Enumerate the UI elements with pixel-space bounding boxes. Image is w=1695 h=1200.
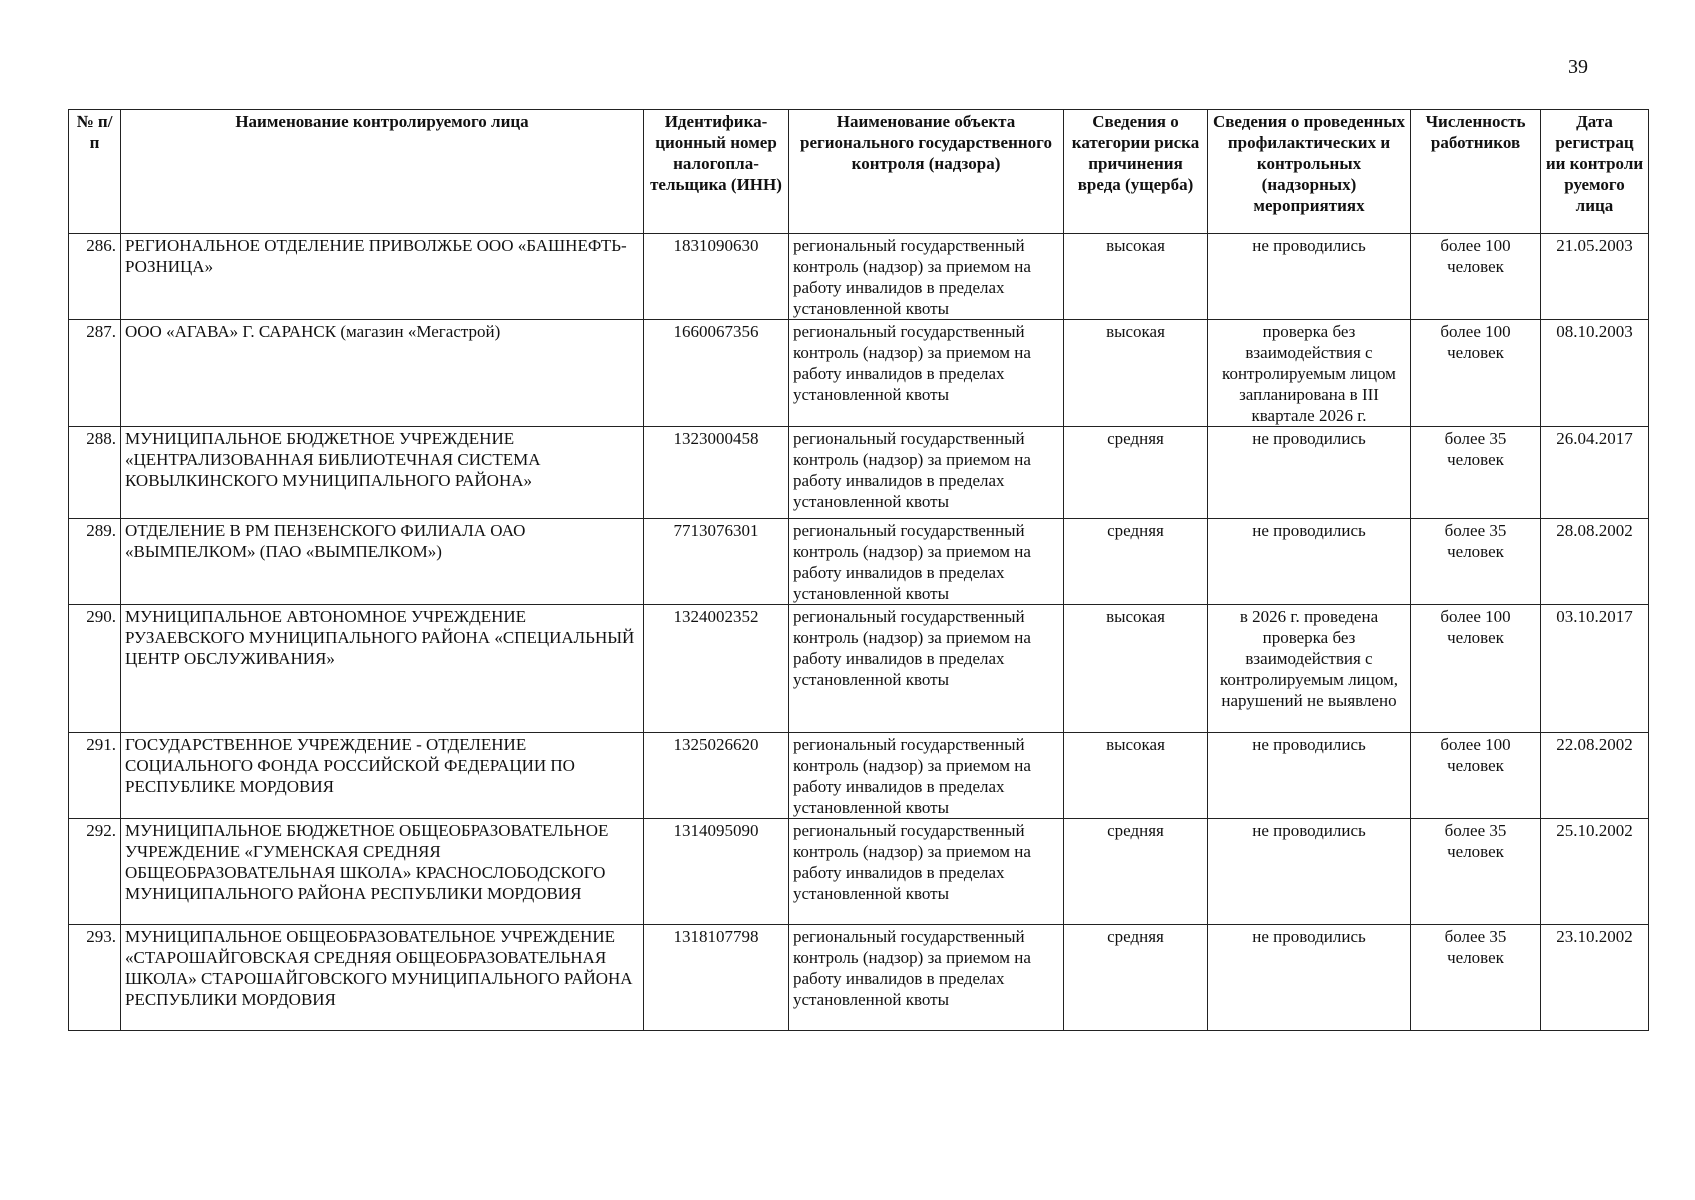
cell-num: 289. [69,519,121,605]
cell-employees: более 100 человек [1411,733,1541,819]
header-inn: Идентифика-ционный номер налогопла-тельщика (ИНН) [644,110,789,234]
table-row [69,234,1649,320]
cell-date: 21.05.2003 [1541,234,1649,320]
cell-risk: средняя [1064,519,1208,605]
cell-date: 26.04.2017 [1541,427,1649,519]
cell-employees: более 35 человек [1411,519,1541,605]
cell-employees: более 100 человек [1411,320,1541,427]
cell-risk: высокая [1064,234,1208,320]
cell-measures: в 2026 г. проведена проверка без взаимодействия с контролируемым лицом, нарушений не выявлено [1208,605,1411,733]
table-row [69,320,1649,427]
cell-inn: 1324002352 [644,605,789,733]
cell-num: 288. [69,427,121,519]
cell-measures: не проводились [1208,234,1411,320]
cell-employees: более 100 человек [1411,234,1541,320]
cell-risk: высокая [1064,320,1208,427]
cell-measures: не проводились [1208,925,1411,1031]
table-header-row [69,110,1649,234]
cell-object: региональный государственный контроль (надзор) за приемом на работу инвалидов в пределах установленной квоты [789,427,1064,519]
cell-num: 292. [69,819,121,925]
table-row [69,733,1649,819]
cell-measures: не проводились [1208,819,1411,925]
cell-date: 08.10.2003 [1541,320,1649,427]
cell-date: 28.08.2002 [1541,519,1649,605]
table-row [69,427,1649,519]
cell-object: региональный государственный контроль (надзор) за приемом на работу инвалидов в пределах установленной квоты [789,733,1064,819]
cell-inn: 7713076301 [644,519,789,605]
table-row [69,819,1649,925]
cell-name: МУНИЦИПАЛЬНОЕ БЮДЖЕТНОЕ ОБЩЕОБРАЗОВАТЕЛЬНОЕ УЧРЕЖДЕНИЕ «ГУМЕНСКАЯ СРЕДНЯЯ ОБЩЕОБРАЗОВАТЕЛЬНАЯ ШКОЛА» КРАСНОСЛОБОДСКОГО МУНИЦИПАЛЬНОГО РАЙОНА РЕСПУБЛИКИ МОРДОВИЯ [121,819,644,925]
table-row [69,925,1649,1031]
cell-employees: более 35 человек [1411,819,1541,925]
cell-name: ГОСУДАРСТВЕННОЕ УЧРЕЖДЕНИЕ - ОТДЕЛЕНИЕ СОЦИАЛЬНОГО ФОНДА РОССИЙСКОЙ ФЕДЕРАЦИИ ПО РЕСПУБЛИКЕ МОРДОВИЯ [121,733,644,819]
cell-inn: 1325026620 [644,733,789,819]
cell-date: 22.08.2002 [1541,733,1649,819]
cell-employees: более 35 человек [1411,427,1541,519]
cell-measures: проверка без взаимодействия с контролируемым лицом запланирована в III квартале 2026 г. [1208,320,1411,427]
registry-table [68,109,1649,1031]
cell-risk: высокая [1064,605,1208,733]
cell-object: региональный государственный контроль (надзор) за приемом на работу инвалидов в пределах установленной квоты [789,320,1064,427]
cell-risk: высокая [1064,733,1208,819]
table-row [69,605,1649,733]
cell-inn: 1318107798 [644,925,789,1031]
page-number: 39 [1568,56,1588,78]
header-name: Наименование контролируемого лица [121,110,644,234]
table-row [69,519,1649,605]
header-employees: Численность работников [1411,110,1541,234]
cell-name: МУНИЦИПАЛЬНОЕ БЮДЖЕТНОЕ УЧРЕЖДЕНИЕ «ЦЕНТРАЛИЗОВАННАЯ БИБЛИОТЕЧНАЯ СИСТЕМА КОВЫЛКИНСКОГО МУНИЦИПАЛЬНОГО РАЙОНА» [121,427,644,519]
cell-risk: средняя [1064,819,1208,925]
header-measures: Сведения о проведенных профилактических и контрольных (надзорных) мероприятиях [1208,110,1411,234]
cell-date: 23.10.2002 [1541,925,1649,1031]
cell-inn: 1314095090 [644,819,789,925]
cell-object: региональный государственный контроль (надзор) за приемом на работу инвалидов в пределах установленной квоты [789,519,1064,605]
header-risk: Сведения о категории риска причинения вреда (ущерба) [1064,110,1208,234]
header-date: Дата регистрац ии контроли руемого лица [1541,110,1649,234]
cell-name: ОТДЕЛЕНИЕ В РМ ПЕНЗЕНСКОГО ФИЛИАЛА ОАО «ВЫМПЕЛКОМ» (ПАО «ВЫМПЕЛКОМ») [121,519,644,605]
header-object: Наименование объекта регионального государственного контроля (надзора) [789,110,1064,234]
cell-num: 290. [69,605,121,733]
cell-inn: 1323000458 [644,427,789,519]
cell-employees: более 100 человек [1411,605,1541,733]
cell-date: 03.10.2017 [1541,605,1649,733]
header-num: № п/п [69,110,121,234]
cell-date: 25.10.2002 [1541,819,1649,925]
cell-num: 293. [69,925,121,1031]
cell-name: ООО «АГАВА» Г. САРАНСК (магазин «Мегастрой) [121,320,644,427]
cell-risk: средняя [1064,427,1208,519]
cell-num: 287. [69,320,121,427]
cell-employees: более 35 человек [1411,925,1541,1031]
cell-inn: 1660067356 [644,320,789,427]
cell-name: МУНИЦИПАЛЬНОЕ АВТОНОМНОЕ УЧРЕЖДЕНИЕ РУЗАЕВСКОГО МУНИЦИПАЛЬНОГО РАЙОНА «СПЕЦИАЛЬНЫЙ ЦЕНТР ОБСЛУЖИВАНИЯ» [121,605,644,733]
cell-measures: не проводились [1208,427,1411,519]
cell-num: 286. [69,234,121,320]
cell-object: региональный государственный контроль (надзор) за приемом на работу инвалидов в пределах установленной квоты [789,819,1064,925]
cell-measures: не проводились [1208,733,1411,819]
cell-risk: средняя [1064,925,1208,1031]
cell-name: РЕГИОНАЛЬНОЕ ОТДЕЛЕНИЕ ПРИВОЛЖЬЕ ООО «БАШНЕФТЬ-РОЗНИЦА» [121,234,644,320]
cell-measures: не проводились [1208,519,1411,605]
cell-object: региональный государственный контроль (надзор) за приемом на работу инвалидов в пределах установленной квоты [789,925,1064,1031]
cell-object: региональный государственный контроль (надзор) за приемом на работу инвалидов в пределах установленной квоты [789,234,1064,320]
cell-object: региональный государственный контроль (надзор) за приемом на работу инвалидов в пределах установленной квоты [789,605,1064,733]
cell-num: 291. [69,733,121,819]
cell-name: МУНИЦИПАЛЬНОЕ ОБЩЕОБРАЗОВАТЕЛЬНОЕ УЧРЕЖДЕНИЕ «СТАРОШАЙГОВСКАЯ СРЕДНЯЯ ОБЩЕОБРАЗОВАТЕЛЬНАЯ ШКОЛА» СТАРОШАЙГОВСКОГО МУНИЦИПАЛЬНОГО РАЙОНА РЕСПУБЛИКИ МОРДОВИЯ [121,925,644,1031]
cell-inn: 1831090630 [644,234,789,320]
